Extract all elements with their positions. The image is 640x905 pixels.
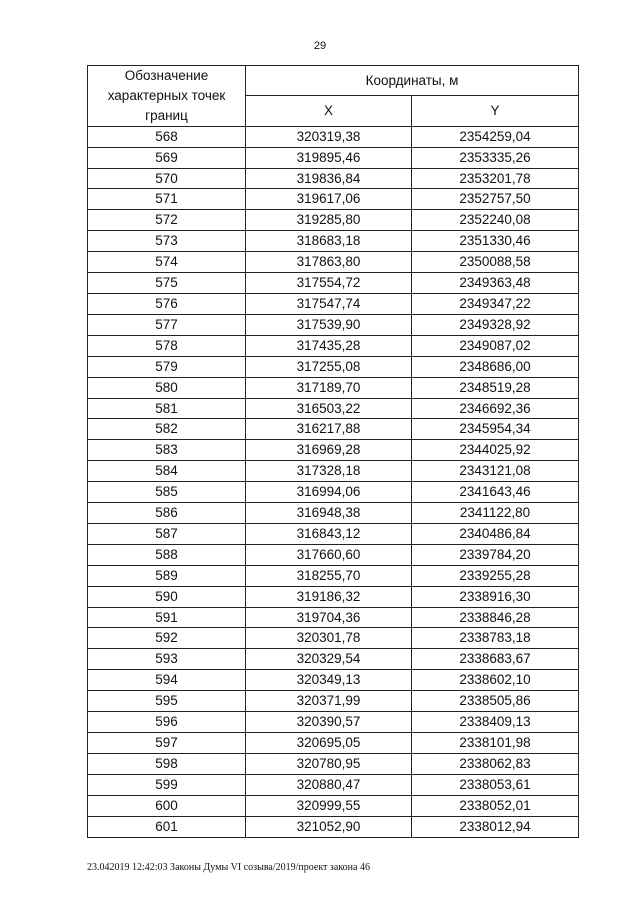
table-row <box>88 398 579 419</box>
table-row <box>88 482 579 503</box>
table-row <box>88 816 579 837</box>
header-point-label: Обозначение характерных точек границ <box>88 66 246 127</box>
point-id-cell: 582 <box>88 419 246 440</box>
y-coordinate-cell: 2338101,98 <box>412 733 579 754</box>
point-id-cell: 587 <box>88 523 246 544</box>
x-coordinate-cell: 319617,06 <box>246 189 412 210</box>
x-coordinate-cell: 317539,90 <box>246 314 412 335</box>
point-id-cell: 588 <box>88 544 246 565</box>
point-id-cell: 600 <box>88 795 246 816</box>
y-coordinate-cell: 2339784,20 <box>412 544 579 565</box>
x-coordinate-cell: 320999,55 <box>246 795 412 816</box>
header-row-top <box>88 66 579 96</box>
y-coordinate-cell: 2338916,30 <box>412 586 579 607</box>
y-coordinate-cell: 2351330,46 <box>412 231 579 252</box>
table-row <box>88 231 579 252</box>
x-coordinate-cell: 317255,08 <box>246 356 412 377</box>
point-id-cell: 591 <box>88 607 246 628</box>
table-row <box>88 377 579 398</box>
point-id-cell: 571 <box>88 189 246 210</box>
y-coordinate-cell: 2338062,83 <box>412 753 579 774</box>
y-coordinate-cell: 2349328,92 <box>412 314 579 335</box>
x-coordinate-cell: 318255,70 <box>246 565 412 586</box>
x-coordinate-cell: 319895,46 <box>246 147 412 168</box>
y-coordinate-cell: 2349347,22 <box>412 293 579 314</box>
x-coordinate-cell: 319836,84 <box>246 168 412 189</box>
table-row <box>88 335 579 356</box>
table-row <box>88 419 579 440</box>
y-coordinate-cell: 2338053,61 <box>412 774 579 795</box>
x-coordinate-cell: 317435,28 <box>246 335 412 356</box>
y-coordinate-cell: 2354259,04 <box>412 126 579 147</box>
table-row <box>88 733 579 754</box>
table-row <box>88 649 579 670</box>
y-coordinate-cell: 2338012,94 <box>412 816 579 837</box>
x-coordinate-cell: 319704,36 <box>246 607 412 628</box>
header-x: X <box>246 96 412 126</box>
point-id-cell: 594 <box>88 670 246 691</box>
point-id-cell: 598 <box>88 753 246 774</box>
point-id-cell: 576 <box>88 293 246 314</box>
table-row <box>88 356 579 377</box>
y-coordinate-cell: 2345954,34 <box>412 419 579 440</box>
y-coordinate-cell: 2349363,48 <box>412 273 579 294</box>
y-coordinate-cell: 2353335,26 <box>412 147 579 168</box>
table-row <box>88 691 579 712</box>
point-id-cell: 585 <box>88 482 246 503</box>
table-row <box>88 586 579 607</box>
y-coordinate-cell: 2341122,80 <box>412 503 579 524</box>
point-id-cell: 578 <box>88 335 246 356</box>
table-row <box>88 210 579 231</box>
footer-stamp: 23.042019 12:42:03 Законы Думы VI созыва/2019/проект закона 46 <box>87 862 370 873</box>
point-id-cell: 586 <box>88 503 246 524</box>
y-coordinate-cell: 2340486,84 <box>412 523 579 544</box>
y-coordinate-cell: 2338505,86 <box>412 691 579 712</box>
x-coordinate-cell: 320780,95 <box>246 753 412 774</box>
table-row <box>88 461 579 482</box>
point-id-cell: 570 <box>88 168 246 189</box>
point-id-cell: 574 <box>88 252 246 273</box>
header-y: Y <box>412 96 579 126</box>
table-row <box>88 628 579 649</box>
table-row <box>88 607 579 628</box>
x-coordinate-cell: 320329,54 <box>246 649 412 670</box>
x-coordinate-cell: 317547,74 <box>246 293 412 314</box>
y-coordinate-cell: 2350088,58 <box>412 252 579 273</box>
x-coordinate-cell: 316503,22 <box>246 398 412 419</box>
table-row <box>88 753 579 774</box>
y-coordinate-cell: 2338783,18 <box>412 628 579 649</box>
point-id-cell: 590 <box>88 586 246 607</box>
point-id-cell: 583 <box>88 440 246 461</box>
x-coordinate-cell: 320301,78 <box>246 628 412 649</box>
y-coordinate-cell: 2338846,28 <box>412 607 579 628</box>
table-row <box>88 273 579 294</box>
x-coordinate-cell: 316969,28 <box>246 440 412 461</box>
x-coordinate-cell: 320880,47 <box>246 774 412 795</box>
y-coordinate-cell: 2349087,02 <box>412 335 579 356</box>
table-row <box>88 795 579 816</box>
y-coordinate-cell: 2352757,50 <box>412 189 579 210</box>
y-coordinate-cell: 2338409,13 <box>412 712 579 733</box>
point-id-cell: 592 <box>88 628 246 649</box>
table-row <box>88 126 579 147</box>
x-coordinate-cell: 319285,80 <box>246 210 412 231</box>
x-coordinate-cell: 320319,38 <box>246 126 412 147</box>
x-coordinate-cell: 316217,88 <box>246 419 412 440</box>
table-row <box>88 147 579 168</box>
table-row <box>88 544 579 565</box>
point-id-cell: 575 <box>88 273 246 294</box>
point-id-cell: 568 <box>88 126 246 147</box>
point-id-cell: 577 <box>88 314 246 335</box>
table-row <box>88 712 579 733</box>
point-id-cell: 595 <box>88 691 246 712</box>
point-id-cell: 573 <box>88 231 246 252</box>
x-coordinate-cell: 320390,57 <box>246 712 412 733</box>
x-coordinate-cell: 317554,72 <box>246 273 412 294</box>
point-id-cell: 589 <box>88 565 246 586</box>
point-id-cell: 569 <box>88 147 246 168</box>
y-coordinate-cell: 2348686,00 <box>412 356 579 377</box>
point-id-cell: 581 <box>88 398 246 419</box>
x-coordinate-cell: 320371,99 <box>246 691 412 712</box>
table-row <box>88 314 579 335</box>
point-id-cell: 580 <box>88 377 246 398</box>
y-coordinate-cell: 2346692,36 <box>412 398 579 419</box>
point-id-cell: 579 <box>88 356 246 377</box>
header-coordinates-group: Координаты, м <box>246 66 579 96</box>
y-coordinate-cell: 2341643,46 <box>412 482 579 503</box>
table-row <box>88 774 579 795</box>
x-coordinate-cell: 316994,06 <box>246 482 412 503</box>
x-coordinate-cell: 318683,18 <box>246 231 412 252</box>
y-coordinate-cell: 2338052,01 <box>412 795 579 816</box>
page-number: 29 <box>313 40 327 52</box>
point-id-cell: 572 <box>88 210 246 231</box>
point-id-cell: 599 <box>88 774 246 795</box>
x-coordinate-cell: 321052,90 <box>246 816 412 837</box>
x-coordinate-cell: 316843,12 <box>246 523 412 544</box>
point-id-cell: 584 <box>88 461 246 482</box>
table-row <box>88 670 579 691</box>
table-row <box>88 503 579 524</box>
table-row <box>88 440 579 461</box>
x-coordinate-cell: 317863,80 <box>246 252 412 273</box>
y-coordinate-cell: 2352240,08 <box>412 210 579 231</box>
y-coordinate-cell: 2343121,08 <box>412 461 579 482</box>
table-row <box>88 189 579 210</box>
point-id-cell: 593 <box>88 649 246 670</box>
x-coordinate-cell: 320349,13 <box>246 670 412 691</box>
table-body <box>88 126 579 837</box>
table-row <box>88 168 579 189</box>
x-coordinate-cell: 317328,18 <box>246 461 412 482</box>
table-row <box>88 293 579 314</box>
y-coordinate-cell: 2344025,92 <box>412 440 579 461</box>
y-coordinate-cell: 2338683,67 <box>412 649 579 670</box>
coordinates-table <box>87 65 579 838</box>
y-coordinate-cell: 2348519,28 <box>412 377 579 398</box>
table-row <box>88 523 579 544</box>
x-coordinate-cell: 320695,05 <box>246 733 412 754</box>
x-coordinate-cell: 317660,60 <box>246 544 412 565</box>
y-coordinate-cell: 2353201,78 <box>412 168 579 189</box>
point-id-cell: 596 <box>88 712 246 733</box>
table-row <box>88 565 579 586</box>
point-id-cell: 597 <box>88 733 246 754</box>
x-coordinate-cell: 316948,38 <box>246 503 412 524</box>
x-coordinate-cell: 317189,70 <box>246 377 412 398</box>
table-row <box>88 252 579 273</box>
point-id-cell: 601 <box>88 816 246 837</box>
x-coordinate-cell: 319186,32 <box>246 586 412 607</box>
y-coordinate-cell: 2338602,10 <box>412 670 579 691</box>
y-coordinate-cell: 2339255,28 <box>412 565 579 586</box>
